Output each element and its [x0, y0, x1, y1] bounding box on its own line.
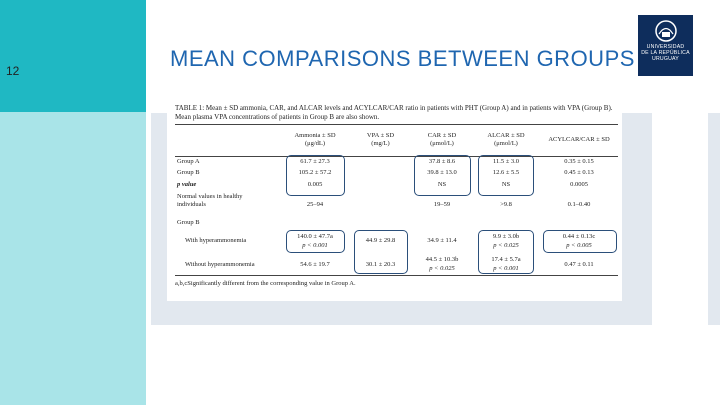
table-cell: 44.9 ± 29.8: [365, 237, 396, 244]
highlight-box-alcar-hyper: [478, 230, 534, 274]
table-cell: p < 0.025: [429, 265, 455, 272]
next-panel-edge: [708, 113, 720, 325]
slide-number: 12: [6, 64, 20, 78]
table-footnote: a,b,cSignificantly different from the corresponding value in Group A.: [175, 280, 356, 287]
row-label: Normal values in healthy individuals: [177, 193, 243, 208]
table-cell: 34.9 ± 11.4: [427, 237, 457, 244]
table-cell: 44.5 ± 10.3b: [425, 256, 459, 263]
logo-text: UNIVERSIDAD DE LA REPÚBLICA URUGUAY: [641, 44, 690, 62]
table-cell: p < 0.025: [493, 242, 519, 249]
table-cell: 37.8 ± 8.6: [428, 158, 456, 165]
highlight-box-car: [414, 155, 471, 196]
highlight-box-ammonia-hyper: [286, 230, 345, 253]
table-cell: NS: [437, 181, 447, 188]
table-rule-bottom: [175, 275, 618, 276]
table-cell: >9.8: [500, 201, 512, 208]
highlight-box-ratio: [543, 230, 617, 253]
table-rule-top: [175, 124, 618, 125]
crest-icon: [653, 19, 679, 43]
row-label: With hyperammonemia: [185, 237, 247, 244]
header-acylcar-car: ACYLCAR/CAR ± SD: [548, 136, 610, 143]
table-cell: 0.0005: [570, 181, 588, 188]
row-label: Without hyperammonemia: [185, 261, 255, 268]
table-cell: 19–59: [433, 201, 451, 208]
table-caption: TABLE 1: Mean ± SD ammonia, CAR, and ALCAR levels and ACYLCAR/CAR ratio in patients with PHT (Group A) and in patients with VPA (Group B). Mean plasma VPA concentrations of patients in Group B are also shown.: [175, 104, 613, 121]
table-cell: 0.35 ± 0.15: [564, 158, 594, 165]
table-cell: 0.45 ± 0.13: [564, 169, 594, 176]
table-cell: p < 0.001: [493, 265, 519, 272]
table-cell: 0.44 ± 0.13c: [562, 233, 596, 240]
header-alcar: ALCAR ± SD (μmol/L): [487, 132, 525, 147]
row-label: Group B: [177, 169, 200, 176]
table-cell: p < 0.001: [302, 242, 328, 249]
row-label: Group A: [177, 158, 200, 165]
table-cell: 9.9 ± 3.0b: [492, 233, 520, 240]
data-table: [167, 99, 622, 301]
table-cell: 39.8 ± 13.0: [427, 169, 457, 176]
table-cell: 54.6 ± 19.7: [300, 261, 330, 268]
header-vpa: VPA ± SD (mg/L): [366, 132, 395, 147]
sidebar-bottom-band: [0, 112, 146, 405]
table-cell: 25–94: [306, 201, 324, 208]
table-cell: 105.2 ± 57.2: [298, 169, 332, 176]
table-cell: p < 0.005: [566, 242, 592, 249]
row-label: Group B: [177, 219, 200, 226]
table-cell: 0.47 ± 0.11: [564, 261, 594, 268]
university-logo: [638, 15, 693, 76]
highlight-box-ammonia: [286, 155, 345, 196]
table-cell: 0.1–0.40: [567, 201, 591, 208]
table-cell: 12.6 ± 5.5: [492, 169, 520, 176]
table-cell: 61.7 ± 27.3: [300, 158, 330, 165]
header-ammonia: Ammonia ± SD (μg/dL): [294, 132, 336, 147]
table-rule-header: [175, 156, 618, 157]
table-cell: 11.5 ± 3.0: [492, 158, 520, 165]
table-cell: 140.0 ± 47.7a: [297, 233, 333, 240]
table-cell: 30.1 ± 20.3: [365, 261, 396, 268]
row-label: p value: [177, 181, 197, 188]
highlight-box-vpa: [354, 230, 408, 274]
table-cell: NS: [501, 181, 511, 188]
sidebar-top-band: [0, 0, 146, 112]
highlight-box-alcar: [478, 155, 534, 196]
slide-title: MEAN COMPARISONS BETWEEN GROUPS: [170, 46, 635, 71]
header-car: CAR ± SD (μmol/L): [427, 132, 457, 147]
table-cell: 0.005: [307, 181, 323, 188]
table-cell: 17.4 ± 5.7a: [491, 256, 521, 263]
